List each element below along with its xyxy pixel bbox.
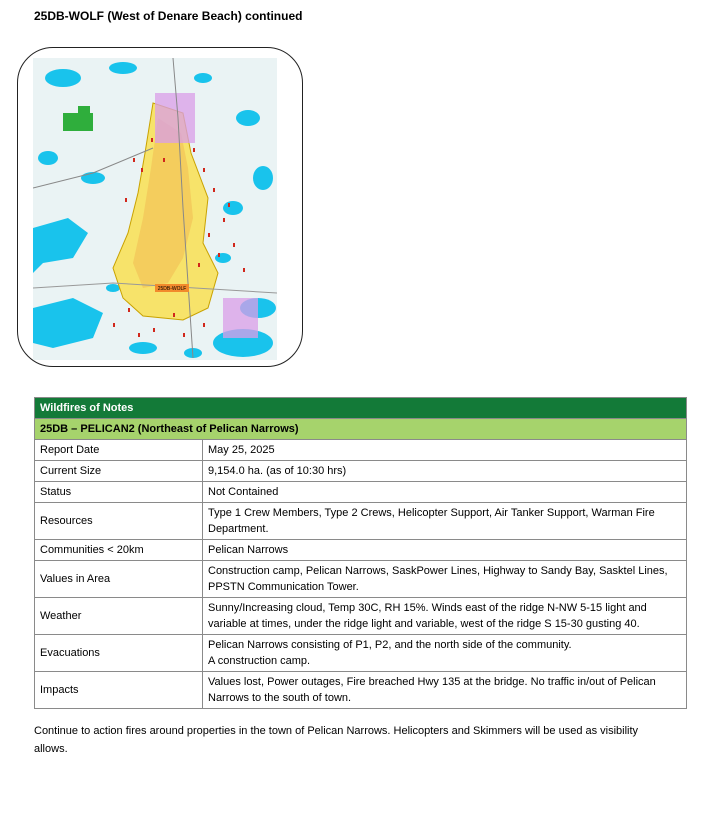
fire-map-image	[33, 58, 277, 360]
row-value: Sunny/Increasing cloud, Temp 30C, RH 15%. Winds east of the ridge N-NW 5-15 light and variable at times, under the ridge light and variable, west of the ridge S 15-30 gusting 40.	[203, 598, 687, 635]
fire-map-label: 25DB-WOLF	[157, 286, 187, 292]
table-row	[35, 672, 687, 709]
fire-title: 25DB – PELICAN2 (Northeast of Pelican Narrows)	[35, 419, 687, 440]
row-label: Report Date	[35, 440, 203, 461]
table-row	[35, 540, 687, 561]
row-label: Values in Area	[35, 561, 203, 598]
row-value	[203, 635, 687, 672]
table-row	[35, 482, 687, 503]
fire-map	[17, 47, 303, 367]
row-value: Not Contained	[203, 482, 687, 503]
section-title: Wildfires of Notes	[35, 398, 687, 419]
row-value: 9,154.0 ha. (as of 10:30 hrs)	[203, 461, 687, 482]
table-row	[35, 440, 687, 461]
row-value: Type 1 Crew Members, Type 2 Crews, Helicopter Support, Air Tanker Support, Warman Fire Department.	[203, 503, 687, 540]
section-header-row	[35, 398, 687, 419]
row-label: Impacts	[35, 672, 203, 709]
row-label: Resources	[35, 503, 203, 540]
row-value-line-2: A construction camp.	[208, 655, 311, 667]
row-value: Construction camp, Pelican Narrows, SaskPower Lines, Highway to Sandy Bay, Sasktel Lines, PPSTN Communication Tower.	[203, 561, 687, 598]
row-value-line-1: Pelican Narrows consisting of P1, P2, and the north side of the community.	[208, 639, 572, 651]
table-row	[35, 461, 687, 482]
row-label: Current Size	[35, 461, 203, 482]
row-value: Values lost, Power outages, Fire breached Hwy 135 at the bridge. No traffic in/out of Pelican Narrows to the south of town.	[203, 672, 687, 709]
table-row	[35, 561, 687, 598]
row-label: Weather	[35, 598, 203, 635]
row-value: May 25, 2025	[203, 440, 687, 461]
row-label: Status	[35, 482, 203, 503]
table-row	[35, 503, 687, 540]
table-row	[35, 598, 687, 635]
table-row	[35, 635, 687, 672]
wildfires-table	[34, 397, 687, 709]
row-value: Pelican Narrows	[203, 540, 687, 561]
row-label: Communities < 20km	[35, 540, 203, 561]
page-heading: 25DB-WOLF (West of Denare Beach) continued	[34, 9, 303, 23]
fire-title-row	[35, 419, 687, 440]
footer-note: Continue to action fires around properties in the town of Pelican Narrows. Helicopters and Skimmers will be used as visibility allows.	[34, 725, 639, 755]
row-label: Evacuations	[35, 635, 203, 672]
